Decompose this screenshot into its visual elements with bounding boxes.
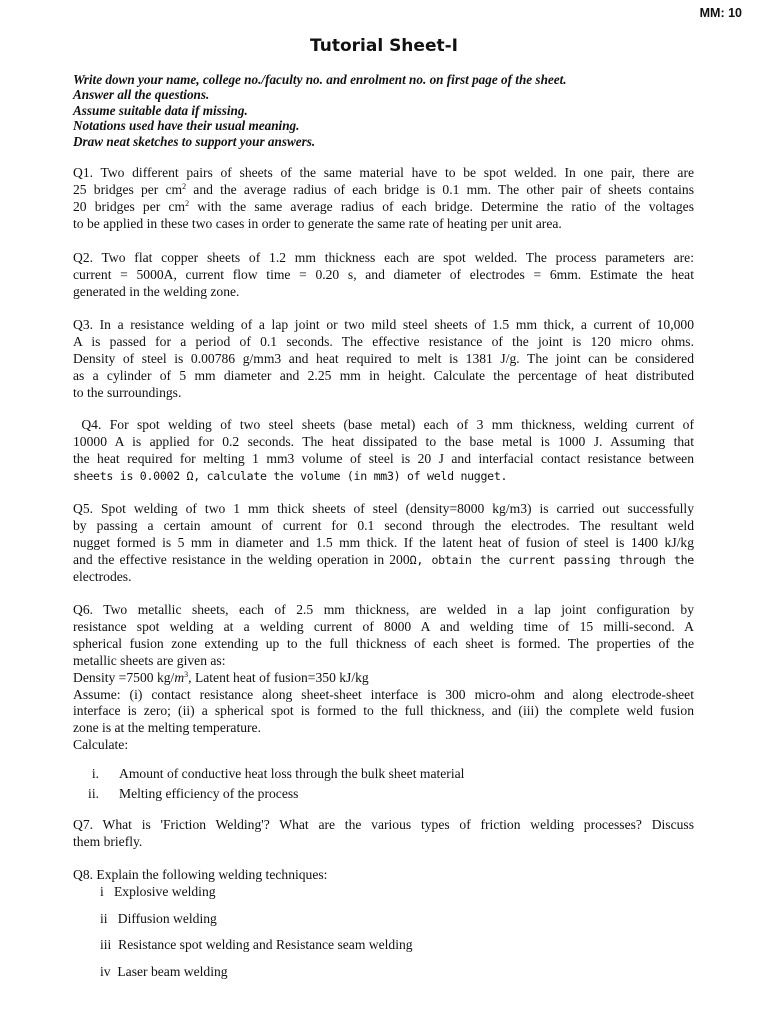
- q6-line: Q6. Two metallic sheets, each of 2.5 mm thickness, are welded in a lap joint configuration by: [73, 602, 694, 617]
- list-item: [100, 937, 413, 964]
- q4-line: sheets is 0.0002 Ω, calculate the volume (in mm3) of weld nugget.: [73, 468, 508, 483]
- q1-text: with the same average radius of each bridge. Determine the ratio of the voltages: [189, 198, 694, 214]
- q1-line: to be applied in these two cases in order to generate the same rate of heating per unit area.: [73, 215, 562, 231]
- question-4: [73, 417, 694, 485]
- q1-superscript: 2: [185, 198, 190, 208]
- q2-line: Q2. Two flat copper sheets of 1.2 mm thickness each are spot welded. The process parameters are:: [73, 250, 694, 265]
- list-number: i.: [91, 766, 99, 781]
- marks-label: MM: 10: [699, 6, 742, 20]
- q8-line: Q8. Explain the following welding techniques:: [73, 867, 328, 882]
- question-6: [73, 602, 694, 754]
- q1-text: 20 bridges per cm: [73, 198, 186, 214]
- list-text: Explosive welding: [113, 884, 216, 899]
- list-number: i: [100, 884, 104, 899]
- list-text: Diffusion welding: [117, 910, 217, 926]
- q1-text: 25 bridges per cm: [73, 181, 183, 197]
- list-number: ii.: [88, 786, 99, 801]
- list-text: Resistance spot welding and Resistance seam welding: [118, 937, 413, 952]
- q6-line: interface is zero; (ii) a spherical spot is formed to the full thickness, and (iii) the complete weld fusion: [73, 703, 694, 719]
- page-title: Tutorial Sheet-I: [310, 36, 458, 56]
- q6-line: Calculate:: [73, 737, 129, 753]
- list-text: Laser beam welding: [117, 963, 228, 979]
- question-2: [73, 250, 694, 301]
- q6-line: zone is at the melting temperature.: [73, 720, 261, 736]
- instructions: [73, 72, 713, 149]
- q6-text: , Latent heat of fusion=350 kJ/kg: [188, 669, 369, 685]
- list-text: Amount of conductive heat loss through the bulk sheet material: [119, 766, 465, 781]
- q5-line: nugget formed is 5 mm in diameter and 1.5 mm thick. If the latent heat of fusion of steel is 1400 kJ/kg: [73, 534, 694, 550]
- question-7: [73, 817, 694, 851]
- q5-text: Ω, obtain the current passing through the: [409, 552, 694, 567]
- question-8: [73, 867, 694, 884]
- list-item: [100, 884, 413, 911]
- q6-superscript: 3: [184, 669, 189, 679]
- q3-line: A is passed for a period of 0.1 seconds. The effective resistance of the joint is 120 micro ohms.: [73, 333, 694, 349]
- list-number: ii: [100, 910, 108, 926]
- q6-unit: m: [174, 669, 185, 685]
- instruction-line: Assume suitable data if missing.: [73, 102, 248, 118]
- list-item: [100, 964, 413, 991]
- instruction-line: Notations used have their usual meaning.: [73, 118, 300, 134]
- q5-line: Q5. Spot welding of two 1 mm thick sheets of steel (density=8000 kg/m3) is carried out successfully: [73, 501, 694, 516]
- list-item: [100, 911, 413, 938]
- q6-line: metallic sheets are given as:: [73, 652, 226, 668]
- q3-line: as a cylinder of 5 mm diameter and 2.25 mm in height. Calculate the percentage of heat distributed: [73, 367, 694, 383]
- q1-superscript: 2: [182, 181, 187, 191]
- list-number: iv: [100, 963, 111, 979]
- q5-text: and the effective resistance in the welding operation in 200: [73, 551, 410, 567]
- q3-line: Density of steel is 0.00786 g/mm3 and heat required to melt is 1381 J/g. The joint can be considered: [73, 350, 694, 366]
- instruction-line: Answer all the questions.: [73, 87, 210, 103]
- q6-line: [73, 670, 694, 687]
- question-1: [73, 165, 694, 233]
- question-5: [73, 501, 694, 586]
- q4-line: 10000 A is applied for 0.2 seconds. The heat dissipated to the base metal is 1000 J. Assuming that: [73, 433, 694, 449]
- question-3: [73, 317, 694, 402]
- q6-text: Density =7500 kg/: [73, 669, 175, 685]
- instruction-line: Write down your name, college no./faculty no. and enrolment no. on first page of the sheet.: [73, 72, 567, 87]
- q5-line: [73, 552, 694, 569]
- q7-line: Q7. What is 'Friction Welding'? What are the various types of friction welding processes? Discuss: [73, 817, 694, 832]
- q4-line: Q4. For spot welding of two steel sheets (base metal) each of 3 mm thickness, welding current of: [73, 417, 694, 432]
- q5-line: electrodes.: [73, 568, 132, 584]
- q3-line: to the surroundings.: [73, 384, 182, 400]
- q1-text: and the average radius of each bridge is 0.1 mm. The other pair of sheets contains: [186, 181, 694, 197]
- q6-line: resistance spot welding at a welding current of 8000 A and welding time of 15 milli-second. A: [73, 618, 694, 634]
- q1-line: Q1. Two different pairs of sheets of the same material have to be spot welded. In one pair, there are: [73, 165, 694, 180]
- q8-technique-list: [100, 884, 413, 990]
- q3-line: Q3. In a resistance welding of a lap joint or two mild steel sheets of 1.5 mm thick, a current of 10,000: [73, 317, 694, 332]
- q2-line: current = 5000A, current flow time = 0.20 s, and diameter of electrodes = 6mm. Estimate the heat: [73, 266, 694, 282]
- q1-line: [73, 182, 694, 199]
- q1-line: [73, 199, 694, 216]
- q5-line: by passing a certain amount of current for 0.1 second through the electrodes. The resultant weld: [73, 517, 694, 533]
- q6-line: spherical fusion zone extending up to the full thickness of each sheet is formed. The properties of the: [73, 635, 694, 651]
- list-number: iii: [100, 937, 112, 952]
- q6-line: Assume: (i) contact resistance along sheet-sheet interface is 300 micro-ohm and along electrode-sheet: [73, 686, 694, 702]
- q7-line: them briefly.: [73, 833, 143, 849]
- instruction-line: Draw neat sketches to support your answers.: [73, 133, 316, 149]
- q2-line: generated in the welding zone.: [73, 283, 240, 299]
- list-text: Melting efficiency of the process: [119, 786, 299, 801]
- q4-line: the heat required for melting 1 mm3 volume of steel is 20 J and interfacial contact resistance between: [73, 450, 694, 466]
